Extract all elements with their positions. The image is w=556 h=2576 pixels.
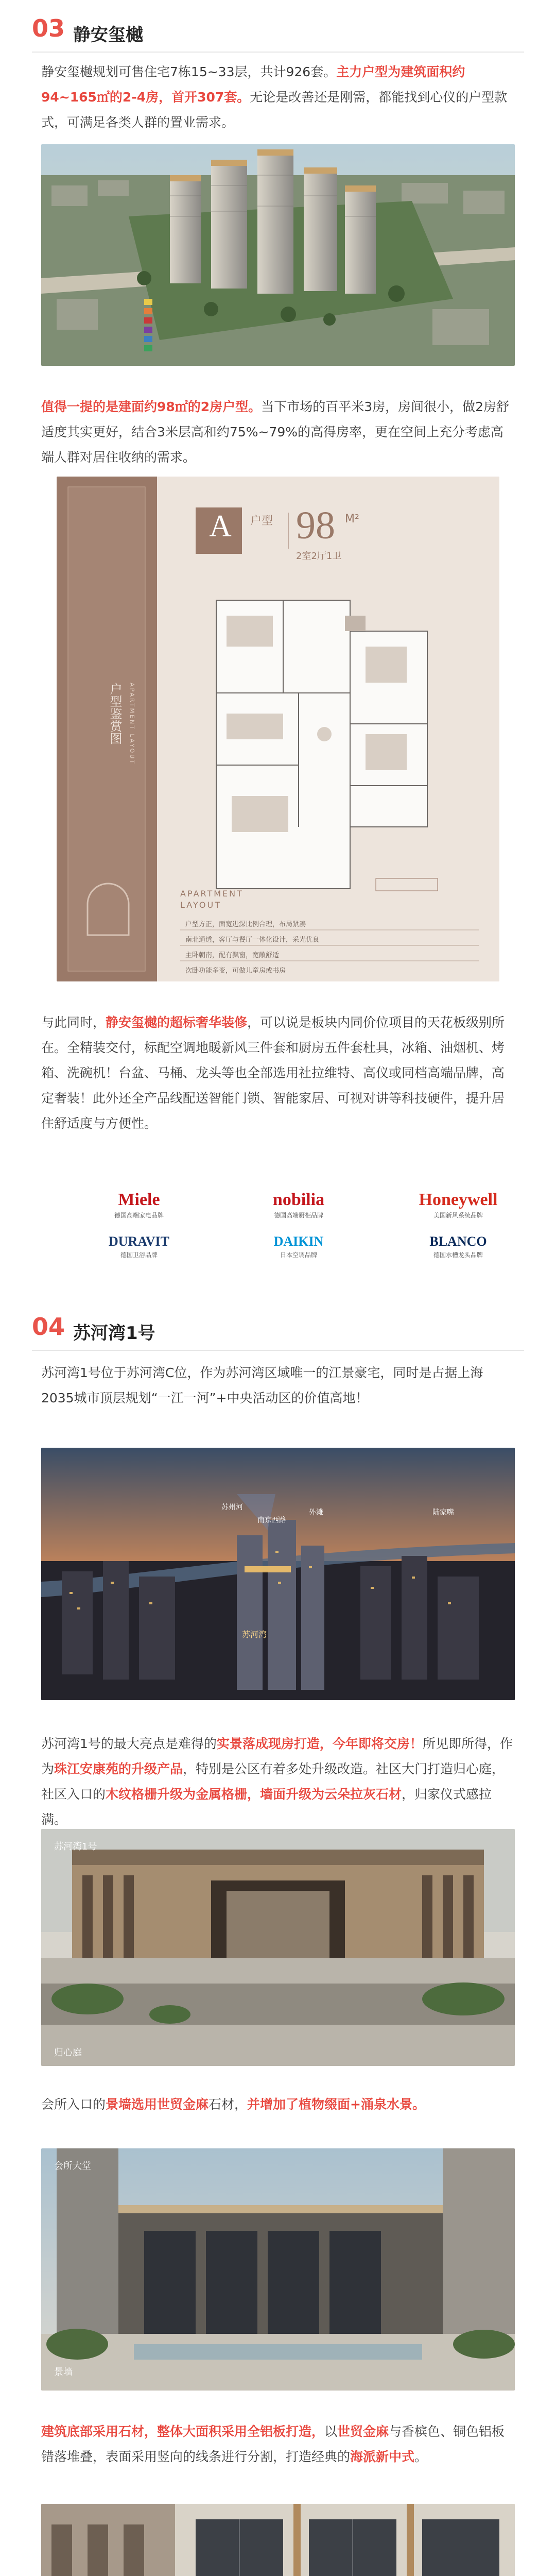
- paragraph-units: [41, 59, 515, 135]
- plan-feature-item: 南北通透，客厅与餐厅一体化设计，采光优良: [185, 936, 320, 944]
- brand-name: DAIKIN: [273, 1234, 324, 1249]
- section-title: 静安玺樾: [73, 25, 143, 45]
- body-text: 以: [324, 2424, 338, 2439]
- section-3-header: [0, 10, 556, 46]
- paragraph-two-room: [41, 394, 515, 470]
- brand-caption: 德国高端家电品牌: [114, 1212, 164, 1219]
- brand-name: BLANCO: [429, 1234, 487, 1249]
- brand-caption: 日本空调品牌: [280, 1251, 317, 1259]
- highlight-text: 静安玺樾的超标奢华装修: [106, 1015, 248, 1030]
- highlight-text: 并增加了植物缀面+涌泉水景。: [247, 2097, 425, 2112]
- brand-name: DURAVIT: [109, 1234, 169, 1249]
- divider: [32, 1350, 524, 1351]
- section-number: 03: [32, 14, 65, 42]
- highlight-text: 世贸金麻: [337, 2424, 389, 2439]
- body-text: 石材，: [208, 2097, 248, 2112]
- paragraph-clubhouse: [41, 2092, 515, 2117]
- map-label: 外滩: [309, 1509, 323, 1517]
- clubhouse-entrance-image: [41, 2148, 515, 2391]
- section-4-header: [0, 1309, 556, 1345]
- brand-caption: 德国高端厨柜品牌: [273, 1212, 323, 1219]
- facade-image: [41, 2504, 515, 2576]
- paragraph-facade: [41, 2419, 515, 2469]
- body-text: 无论是改善还是刚需，都能找到心仪的户型款式，可满足各类人群的置业需求。: [41, 90, 508, 130]
- brand-caption: 德国卫浴品牌: [120, 1251, 158, 1259]
- body-text: ，可以说是板块内同价位项目的天花板级别所在。全精装交付，标配空调地暖新风三件套和厨房五件套杜具，冰箱、油烟机、烤箱、洗碗机！台盆、马桶、龙头等也全部选用社拉维特、高仪或同档高端品牌，高定奢装！此外还全产品线配送智能门锁、智能家居、可视对讲等科技硬件，提升居住舒适度与方便性。: [41, 1015, 505, 1131]
- section-title: 苏河湾1号: [73, 1323, 155, 1344]
- plan-feature-list: [185, 917, 474, 979]
- plan-layout-label: LAYOUT: [180, 900, 221, 910]
- section-number: 04: [32, 1313, 65, 1341]
- plan-feature-item: 主卧朝南，配有飘窗，宽敞舒适: [185, 952, 280, 959]
- body-text: 静安玺樾规划可售住宅7栋15~33层，共计926套。: [41, 64, 337, 79]
- plan-description: 2室2厅1卫: [296, 551, 342, 562]
- body-text: 会所入口的: [41, 2097, 106, 2112]
- community-gate-image: [41, 1829, 515, 2066]
- brand-name: Honeywell: [419, 1190, 498, 1209]
- plan-feature-item: 次卧功能多变，可做儿童房或书房: [185, 967, 286, 975]
- brand-name: nobilia: [272, 1190, 325, 1209]
- brand-logo: [402, 1190, 515, 1219]
- plan-type-label: 户型: [250, 515, 273, 528]
- map-label: 陆家嘴: [432, 1509, 454, 1517]
- highlight-text: 值得一提的是建面约98㎡的2房户型。: [41, 399, 262, 414]
- highlight-text: 珠江安康苑的升级产品: [54, 1761, 183, 1776]
- body-text: 所见即所得，作为: [41, 1736, 513, 1776]
- brand-logo: [242, 1234, 355, 1259]
- body-text: 与此同时，: [41, 1015, 106, 1030]
- image-caption: 景墙: [54, 2367, 73, 2378]
- body-text: 苏河湾1号的最大亮点是难得的: [41, 1736, 217, 1751]
- aerial-rendering-image: [41, 144, 515, 366]
- map-label: 苏河湾: [242, 1630, 267, 1639]
- brand-logo: [402, 1234, 515, 1259]
- highlight-text: 木纹格栅升级为金属格栅，墙面升级为云朵拉灰石材: [106, 1787, 402, 1802]
- body-text: 与香槟色、铜色铝板错落堆叠，表面采用竖向的线条进行分割，打造经典的: [41, 2424, 505, 2464]
- brand-logo: [82, 1190, 196, 1219]
- paragraph-location: 苏河湾1号位于苏河湾C位，作为苏河湾区域唯一的江景豪宅，同时是占据上海2035城市顶层规划“一江一河”+中央活动区的价值高地！: [41, 1365, 483, 1405]
- image-caption: 苏河湾1号: [54, 1841, 97, 1852]
- highlight-text: 主力户型为建筑面积约94~165㎡的2-4房，首开307套。: [41, 64, 465, 105]
- plan-side-title: 户型鉴赏图: [108, 683, 122, 744]
- night-aerial-image: [41, 1448, 515, 1700]
- divider: [32, 52, 524, 53]
- highlight-text: 实景落成现房打造，今年即将交房！: [216, 1736, 423, 1751]
- plan-apartment-label: APARTMENT: [180, 889, 244, 899]
- brand-logo: [242, 1190, 355, 1219]
- plan-letter: A: [209, 509, 232, 543]
- brand-name: Miele: [118, 1190, 160, 1209]
- body-text: ，特别是公区有着多处升级改造。社区大门打造归心庭，社区入口的: [41, 1761, 505, 1802]
- map-label: 苏州河: [221, 1503, 243, 1512]
- map-label: 南京西路: [257, 1516, 286, 1524]
- highlight-text: 建筑底部采用石材，整体大面积采用全铝板打造，: [41, 2424, 325, 2439]
- paragraph-highlights: [41, 1731, 515, 1832]
- paragraph-decoration: [41, 1010, 515, 1136]
- brand-logo-grid: [41, 1190, 515, 1278]
- plan-feature-item: 户型方正，面宽进深比例合理，布局紧凑: [185, 921, 306, 928]
- highlight-text: 景墙选用世贸金麻: [106, 2097, 209, 2112]
- body-text: 。: [414, 2449, 428, 2464]
- brand-caption: 德国水槽龙头品牌: [433, 1251, 483, 1259]
- plan-side-subtitle: APARTMENT LAYOUT: [129, 683, 135, 766]
- floor-plan-card: [57, 477, 499, 981]
- plan-area-unit: M²: [345, 513, 359, 526]
- brand-caption: 美国新风系统品牌: [433, 1212, 483, 1219]
- highlight-text: 海派新中式: [350, 2449, 415, 2464]
- body-text: ，归家仪式感拉满。: [41, 1787, 492, 1827]
- image-caption: 会所大堂: [54, 2161, 91, 2172]
- plan-area: 98: [296, 504, 335, 547]
- image-caption: 归心庭: [54, 2047, 82, 2058]
- body-text: 当下市场的百平米3房，房间很小，做2房舒适度其实更好，结合3米层高和约75%~79%的高得房率，更在空间上充分考虑高端人群对居住收纳的需求。: [41, 399, 510, 465]
- brand-logo: [82, 1234, 196, 1259]
